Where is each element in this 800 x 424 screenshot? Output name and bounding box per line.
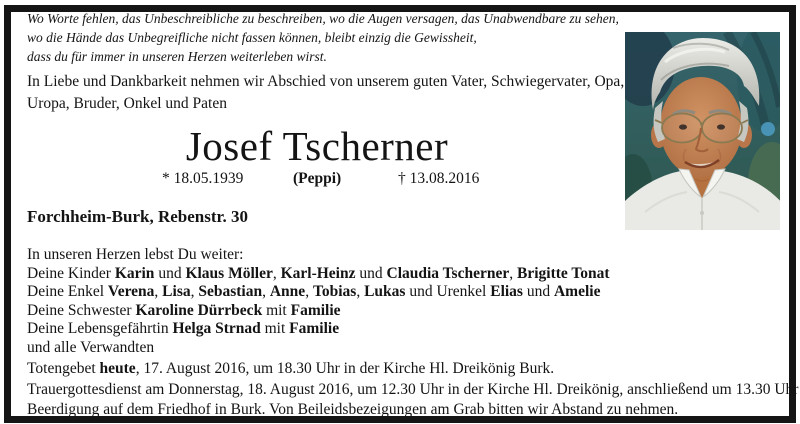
mourners-intro: In unseren Herzen lebst Du weiter: xyxy=(27,246,244,263)
relatives-line: und alle Verwandten xyxy=(27,338,155,356)
trauergottesdienst-line: Trauergottesdienst am Donnerstag, 18. August 2016, um 12.30 Uhr in der Kirche Hl. Dreikönig, anschließend um 13.30 Uhr xyxy=(27,380,799,398)
life-dates xyxy=(27,170,627,192)
death-date: † 13.08.2016 xyxy=(398,170,480,187)
partner-line: Deine Lebensgefährtin Helga Strnad mit Familie xyxy=(27,320,340,337)
home-address: Forchheim-Burk, Rebenstr. 30 xyxy=(27,207,248,226)
service-details xyxy=(27,359,798,421)
nickname: (Peppi) xyxy=(293,170,342,187)
portrait-photo xyxy=(625,32,780,230)
sister-line: Deine Schwester Karoline Dürrbeck mit Familie xyxy=(27,301,341,319)
deceased-name: Josef Tscherner xyxy=(185,123,449,169)
farewell-text: In Liebe und Dankbarkeit nehmen wir Abschied von unserem guten Vater, Schwiegervater, Opa, Uropa, Bruder, Onkel und Paten xyxy=(27,73,625,112)
beerdigung-line: Beerdigung auf dem Friedhof in Burk. Von Beileidsbezeigungen am Grab bitten wir Abstand zu nehmen. xyxy=(27,401,679,418)
epigraph-line-3: dass du für immer in unseren Herzen weiterleben wirst. xyxy=(27,49,327,64)
epigraph-line-2: wo die Hände das Unbegreifliche nicht fassen können, bleibt einzig die Gewissheit, xyxy=(27,30,477,45)
mourners-list xyxy=(27,246,610,357)
epigraph-line-1: Wo Worte fehlen, das Unbeschreibliche zu beschreiben, wo die Augen versagen, das Unabwendbare zu sehen, xyxy=(27,11,619,26)
epigraph xyxy=(27,9,619,66)
grandchildren-line: Deine Enkel Verena, Lisa, Sebastian, Anne, Tobias, Lukas und Urenkel Elias und Amelie xyxy=(27,283,601,300)
totengebet-line: Totengebet heute, 17. August 2016, um 18.30 Uhr in der Kirche Hl. Dreikönig Burk. xyxy=(27,360,555,377)
birth-date: * 18.05.1939 xyxy=(162,170,244,187)
children-line: Deine Kinder Karin und Klaus Möller, Karl-Heinz und Claudia Tscherner, Brigitte Tonat xyxy=(27,264,610,282)
